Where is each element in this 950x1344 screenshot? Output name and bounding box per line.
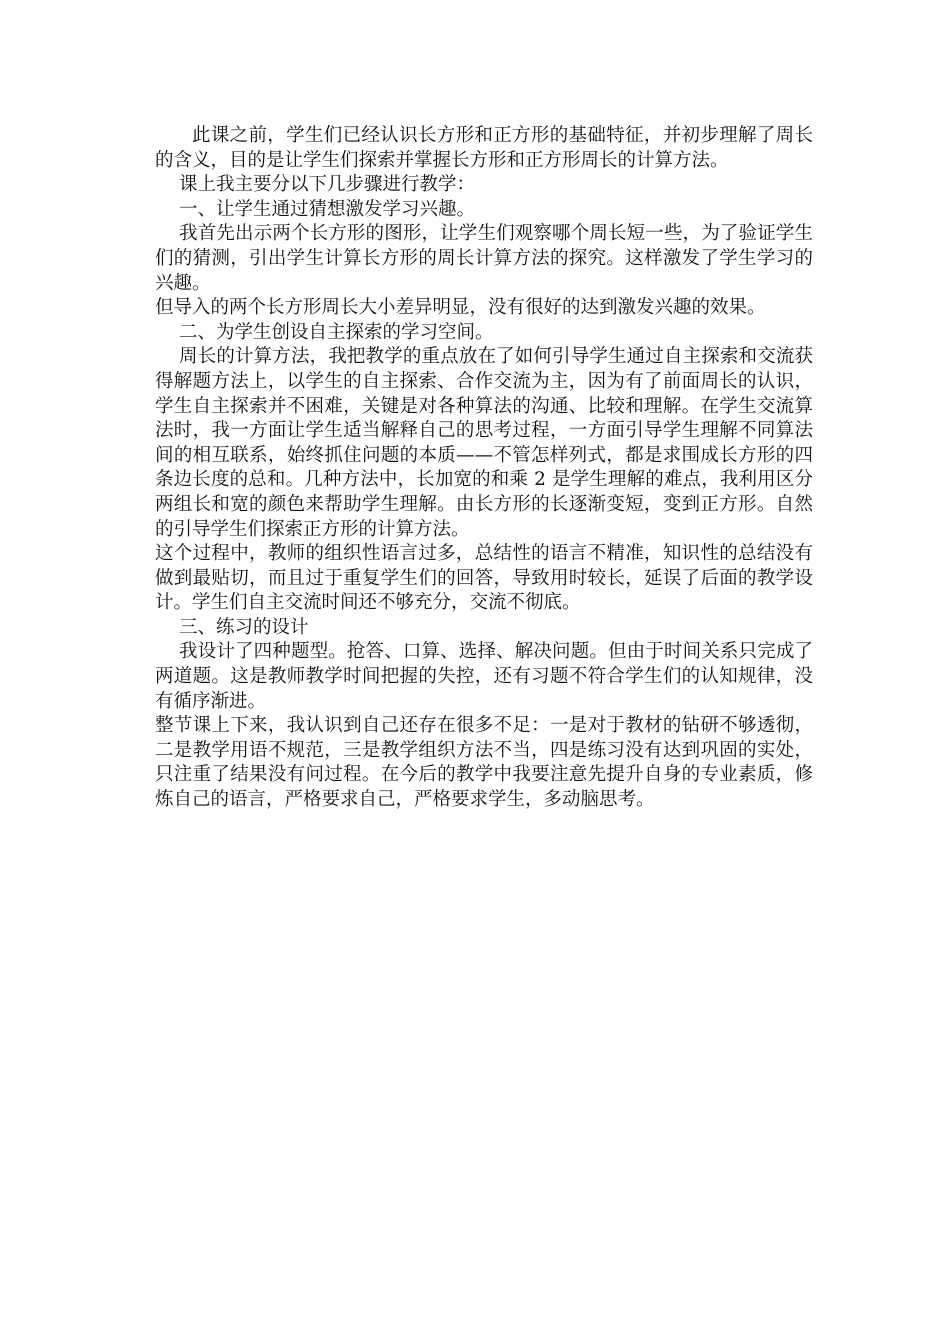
heading-step-three: 三、练习的设计 bbox=[179, 616, 309, 638]
document-body bbox=[155, 124, 813, 813]
heading-step-one: 一、让学生通过猜想激发学习兴趣。 bbox=[179, 198, 476, 220]
paragraph-steps-lead: 课上我主要分以下几步骤进行教学： bbox=[179, 174, 476, 196]
paragraph-step-two: 周长的计算方法，我把教学的重点放在了如何引导学生通过自主探索和交流获得解题方法上，以学生的自主探索、合作交流为主，因为有了前面周长的认识，学生自主探索并不困难，关键是对各种算法的沟通、比较和理解。在学生交流算法时，我一方面让学生适当解释自己的思考过程，一方面引导学生理解不同算法间的相互联系，始终抓住问题的本质——不管怎样列式，都是求围成长方形的四条边长度的总和。几种方法中，长加宽的和乘 2 是学生理解的难点，我利用区分两组长和宽的颜色来帮助学生理解。由长方形的长逐渐变短，变到正方形。自然的引导学生们探索正方形的计算方法。 bbox=[155, 346, 813, 540]
paragraph-step-one-reflection: 但导入的两个长方形周长大小差异明显，没有很好的达到激发兴趣的效果。 bbox=[155, 297, 766, 319]
paragraph-step-two-reflection: 这个过程中，教师的组织性语言过多，总结性的语言不精准，知识性的总结没有做到最贴切，而且过于重复学生们的回答，导致用时较长，延误了后面的教学设计。学生们自主交流时间还不够充分，交流不彻底。 bbox=[155, 543, 813, 614]
heading-step-two: 二、为学生创设自主探索的学习空间。 bbox=[179, 321, 494, 343]
paragraph-conclusion: 整节课上下来，我认识到自己还存在很多不足：一是对于教材的钻研不够透彻，二是教学用语不规范，三是教学组织方法不当，四是练习没有达到巩固的实处，只注重了结果没有问过程。在今后的教学中我要注意先提升自身的专业素质，修炼自己的语言，严格要求自己，严格要求学生，多动脑思考。 bbox=[155, 715, 813, 811]
paragraph-intro: 此课之前，学生们已经认识长方形和正方形的基础特征，并初步理解了周长的含义，目的是让学生们探索并掌握长方形和正方形周长的计算方法。 bbox=[155, 125, 813, 171]
paragraph-step-one: 我首先出示两个长方形的图形，让学生们观察哪个周长短一些，为了验证学生们的猜测，引出学生计算长方形的周长计算方法的探究。这样激发了学生学习的兴趣。 bbox=[155, 223, 813, 294]
paragraph-step-three: 我设计了四种题型。抢答、口算、选择、解决问题。但由于时间关系只完成了两道题。这是教师教学时间把握的失控，还有习题不符合学生们的认知规律，没有循序渐进。 bbox=[155, 641, 813, 712]
